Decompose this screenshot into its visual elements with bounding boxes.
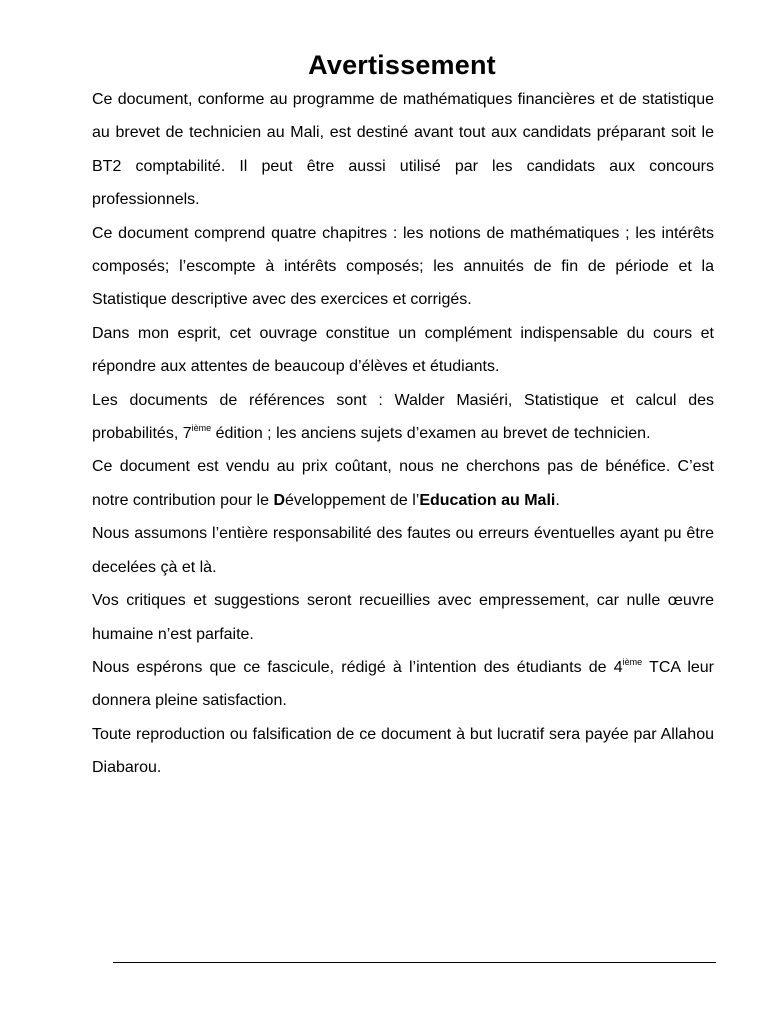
paragraph-contents: Ce document comprend quatre chapitres : les notions de mathématiques ; les intérêts composés; l’escompte à intérêts composés; les annuités de fin de période et la Statistique descriptive avec des exercices et corrigés. [92,224,714,309]
hope-text-end: TCA leur donnera pleine satisfaction. [92,658,715,710]
price-bold-phrase: Education au Mali [419,491,556,509]
price-bold-letter: D [273,491,286,509]
footer-divider [113,962,716,963]
paragraph-price [92,450,714,517]
references-text-end: édition ; les anciens sujets d’examen au brevet de technicien. [211,425,651,443]
paragraph-references [92,384,714,451]
paragraph-purpose: Ce document, conforme au programme de mathématiques financières et de statistique au brevet de technicien au Mali, est destiné avant tout aux candidats préparant soit le BT2 comptabilité. Il peut être aussi utilisé par les candidats aux concours professionnels. [92,91,714,209]
paragraph-reproduction: Toute reproduction ou falsification de ce document à but lucratif sera payée par Allahou Diabarou. [92,725,714,777]
level-superscript: ième [622,656,643,667]
price-text-end: . [555,491,560,509]
paragraph-intent: Dans mon esprit, cet ouvrage constitue un complément indispensable du cours et répondre aux attentes de beaucoup d’élèves et étudiants. [92,324,714,376]
price-text-middle: éveloppement de l’ [285,491,420,509]
page-title: Avertissement [308,50,496,80]
price-text: Ce document est vendu au prix coûtant, nous ne cherchons pas de bénéfice. C’est notre contribution pour le [92,458,714,509]
paragraph-responsibility: Nous assumons l’entière responsabilité des fautes ou erreurs éventuelles ayant pu être decelées çà et là. [92,525,714,576]
paragraph-hope [92,651,714,718]
paragraph-critiques: Vos critiques et suggestions seront recueillies avec empressement, car nulle œuvre humaine n’est parfaite. [92,592,714,643]
edition-superscript: ième [191,423,212,434]
document-body [92,83,714,785]
references-text: Les documents de références sont : Walder Masiéri, Statistique et calcul des probabilités, 7 [92,391,714,443]
hope-text: Nous espérons que ce fascicule, rédigé à l’intention des étudiants de 4 [92,658,623,676]
